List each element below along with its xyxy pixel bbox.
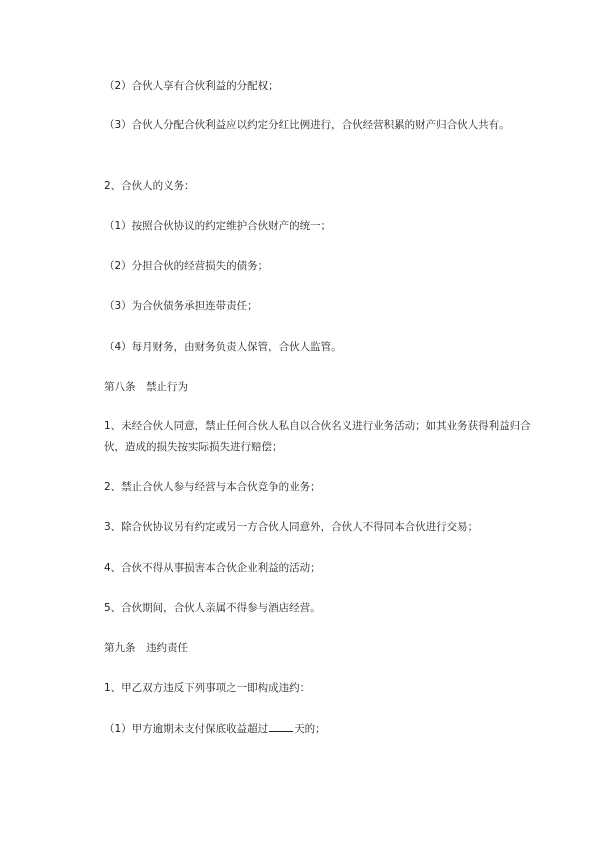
article-eight-heading: 第八条 禁止行为 [104,381,188,393]
paragraph-partner-obligations-heading: 2、合伙人的义务： [104,180,195,192]
overdue-payment-suffix: 天的； [294,723,326,735]
paragraph-profit-distribution: （3）合伙人分配合伙利益应以约定分红比例进行，合伙经营积累的财产归合伙人共有。 [104,119,510,131]
paragraph-maintain-property: （1）按照合伙协议的约定维护合伙财产的统一； [104,220,332,232]
article-nine-heading: 第九条 违约责任 [104,642,188,654]
blank-line [269,719,293,732]
paragraph-overdue-payment [104,719,536,740]
paragraph-relatives-restriction: 5、合伙期间，合伙人亲属不得参与酒店经营。 [104,602,321,614]
paragraph-no-private-business: 1、未经合伙人同意，禁止任何合伙人私自以合伙名义进行业务活动；如其业务获得利益归合伙，造成的损失按实际损失进行赔偿； [104,420,531,453]
paragraph-no-self-dealing: 3、除合伙协议另有约定或另一方合伙人同意外，合伙人不得同本合伙进行交易； [104,521,479,533]
paragraph-monthly-finance: （4）每月财务，由财务负责人保管，合伙人监管。 [104,341,342,353]
overdue-payment-text: （1）甲方逾期未支付保底收益超过 [104,723,269,735]
paragraph-partner-profit-right: （2）合伙人享有合伙利益的分配权； [104,80,279,92]
paragraph-joint-liability: （3）为合伙债务承担连带责任； [104,300,258,312]
paragraph-share-losses: （2）分担合伙的经营损失的债务； [104,260,269,272]
paragraph-breach-conditions: 1、甲乙双方违反下列事项之一即构成违约： [104,682,311,694]
paragraph-no-harm: 4、合伙不得从事损害本合伙企业利益的活动； [104,562,321,574]
paragraph-no-competition: 2、禁止合伙人参与经营与本合伙竞争的业务； [104,481,321,493]
